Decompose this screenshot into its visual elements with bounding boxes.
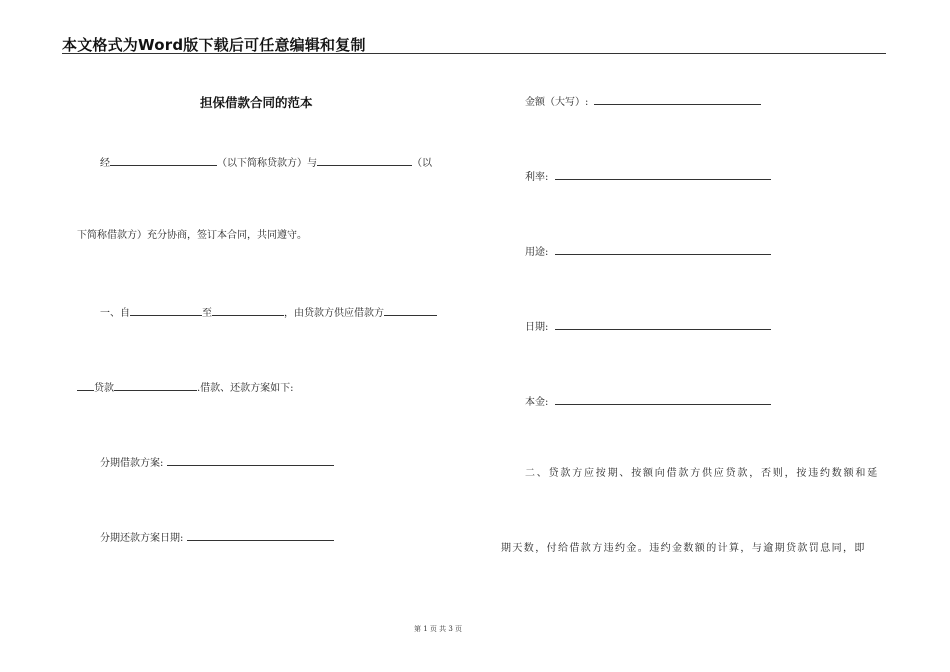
- clause-one-line: [100, 304, 437, 321]
- installment-repay-line: [100, 529, 334, 546]
- installment-borrow-label: 分期借款方案:: [100, 458, 164, 469]
- loan-currency-blank[interactable]: [77, 379, 94, 391]
- start-date-blank[interactable]: [130, 304, 202, 316]
- page-footer: 第 1 页 共 3 页: [414, 625, 463, 633]
- download-notice-header: 本文格式为Word版下载后可任意编辑和复制: [62, 36, 366, 54]
- loan-plan-middle: 贷款: [94, 383, 114, 394]
- installment-borrow-blank[interactable]: [167, 454, 334, 466]
- installment-repay-blank[interactable]: [187, 529, 334, 541]
- borrower-name-blank[interactable]: [317, 154, 412, 166]
- party-intro-suffix: （以: [412, 158, 432, 169]
- lender-name-blank[interactable]: [110, 154, 217, 166]
- date-blank[interactable]: [555, 318, 771, 330]
- loan-plan-line: [77, 379, 294, 396]
- loan-amount-blank[interactable]: [114, 379, 197, 391]
- purpose-label: 用途:: [525, 247, 549, 258]
- clause-one-middle: 至: [202, 308, 212, 319]
- installment-borrow-line: [100, 454, 334, 471]
- interest-rate-label: 利率:: [525, 172, 549, 183]
- installment-repay-label: 分期还款方案日期:: [100, 533, 184, 544]
- amount-line: [525, 93, 761, 110]
- loan-type-blank[interactable]: [384, 304, 437, 316]
- date-label: 日期:: [525, 322, 549, 333]
- clause-two-line-2: 期天数，付给借款方违约金。违约金数额的计算，与逾期贷款罚息同，即: [501, 543, 866, 554]
- amount-blank[interactable]: [594, 93, 761, 105]
- amount-label: 金额（大写）:: [525, 97, 589, 108]
- document-title: 担保借款合同的范本: [200, 95, 313, 110]
- interest-rate-blank[interactable]: [555, 168, 771, 180]
- clause-one-suffix: ，由贷款方供应借款方: [284, 308, 384, 319]
- date-line: [525, 318, 771, 335]
- purpose-line: [525, 243, 771, 260]
- principal-label: 本金:: [525, 397, 549, 408]
- loan-plan-suffix: .借款、还款方案如下:: [197, 383, 294, 394]
- principal-line: [525, 393, 771, 410]
- interest-rate-line: [525, 168, 771, 185]
- principal-blank[interactable]: [555, 393, 771, 405]
- clause-two-line-1: 二、贷款方应按期、按额向借款方供应贷款，否则，按违约数额和延: [525, 468, 879, 479]
- agreement-line: 下简称借款方）充分协商，签订本合同，共同遵守。: [77, 230, 307, 241]
- purpose-blank[interactable]: [555, 243, 771, 255]
- party-intro-line: [100, 154, 432, 171]
- end-date-blank[interactable]: [212, 304, 284, 316]
- clause-one-prefix: 一、自: [100, 308, 130, 319]
- header-divider: [62, 53, 886, 54]
- party-intro-middle: （以下简称贷款方）与: [217, 158, 317, 169]
- party-intro-prefix: 经: [100, 158, 110, 169]
